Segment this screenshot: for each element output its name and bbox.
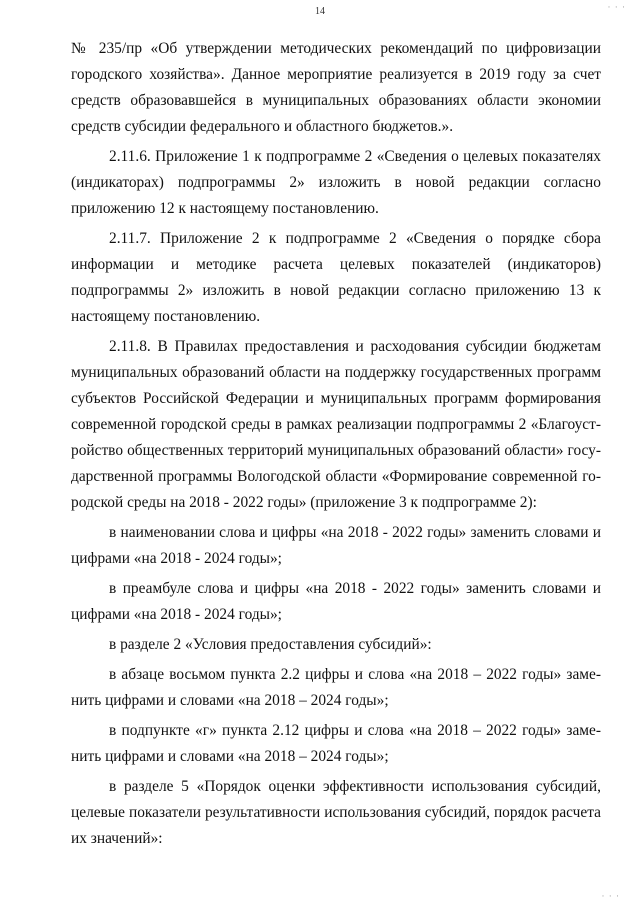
scan-mark-bottom: · · · bbox=[601, 891, 620, 901]
document-body bbox=[71, 36, 601, 852]
page-number: 14 bbox=[315, 6, 325, 17]
paragraph-section-5: в разделе 5 «Порядок оценки эффективности использования субсидий, целевые показатели результативности использования субсидий, порядок расчета их значений»: bbox=[71, 778, 601, 847]
paragraph-name-change: в наименовании слова и цифры «на 2018 - 2022 годы» заменить словами и цифрами «на 2018 - 2024 годы»; bbox=[71, 524, 601, 567]
paragraph-2-11-7: 2.11.7. Приложение 2 к подпрограмме 2 «Сведения о порядке сбора информации и методике расчета целевых показателей (индикаторов) подпрограммы 2» изложить в новой редакции согласно приложению 13 к настоящему постановлению. bbox=[71, 230, 601, 325]
paragraph-continuation: № 235/пр «Об утверждении методических рекомендаций по цифровизации городского хозяйства». Данное мероприятие реализуется в 2019 году за счет средств образовавшейся в муниципальных образованиях области экономии средств субсидии федерального и областного бюджетов.». bbox=[71, 40, 601, 135]
paragraph-2-11-8: 2.11.8. В Правилах предоставления и расходования субсидии бюджетам муниципальных образований области на поддержку государственных программ субъектов Российской Федерации и муниципальных программ формирования современной городской среды в рамках реализации подпрограммы 2 «Благоустройство общественных территорий муниципальных образований области» государственной программы Вологодской области «Формирование современной городской среды на 2018 - 2022 годы» (приложение 3 к подпрограмме 2): bbox=[71, 338, 601, 511]
paragraph-clause-2-12: в подпункте «г» пункта 2.12 цифры и слова «на 2018 – 2022 годы» заменить цифрами и словами «на 2018 – 2024 годы»; bbox=[71, 722, 601, 765]
paragraph-2-11-6: 2.11.6. Приложение 1 к подпрограмме 2 «Сведения о целевых показателях (индикаторах) подпрограммы 2» изложить в новой редакции согласно приложению 12 к настоящему постановлению. bbox=[71, 148, 601, 217]
paragraph-preamble-change: в преамбуле слова и цифры «на 2018 - 2022 годы» заменить словами и цифрами «на 2018 - 2024 годы»; bbox=[71, 580, 601, 623]
paragraph-clause-2-2: в абзаце восьмом пункта 2.2 цифры и слова «на 2018 – 2022 годы» заменить цифрами и словами «на 2018 – 2024 годы»; bbox=[71, 666, 601, 709]
scan-mark-top: · · · bbox=[607, 2, 626, 12]
paragraph-section-2: в разделе 2 «Условия предоставления субсидий»: bbox=[109, 636, 432, 653]
